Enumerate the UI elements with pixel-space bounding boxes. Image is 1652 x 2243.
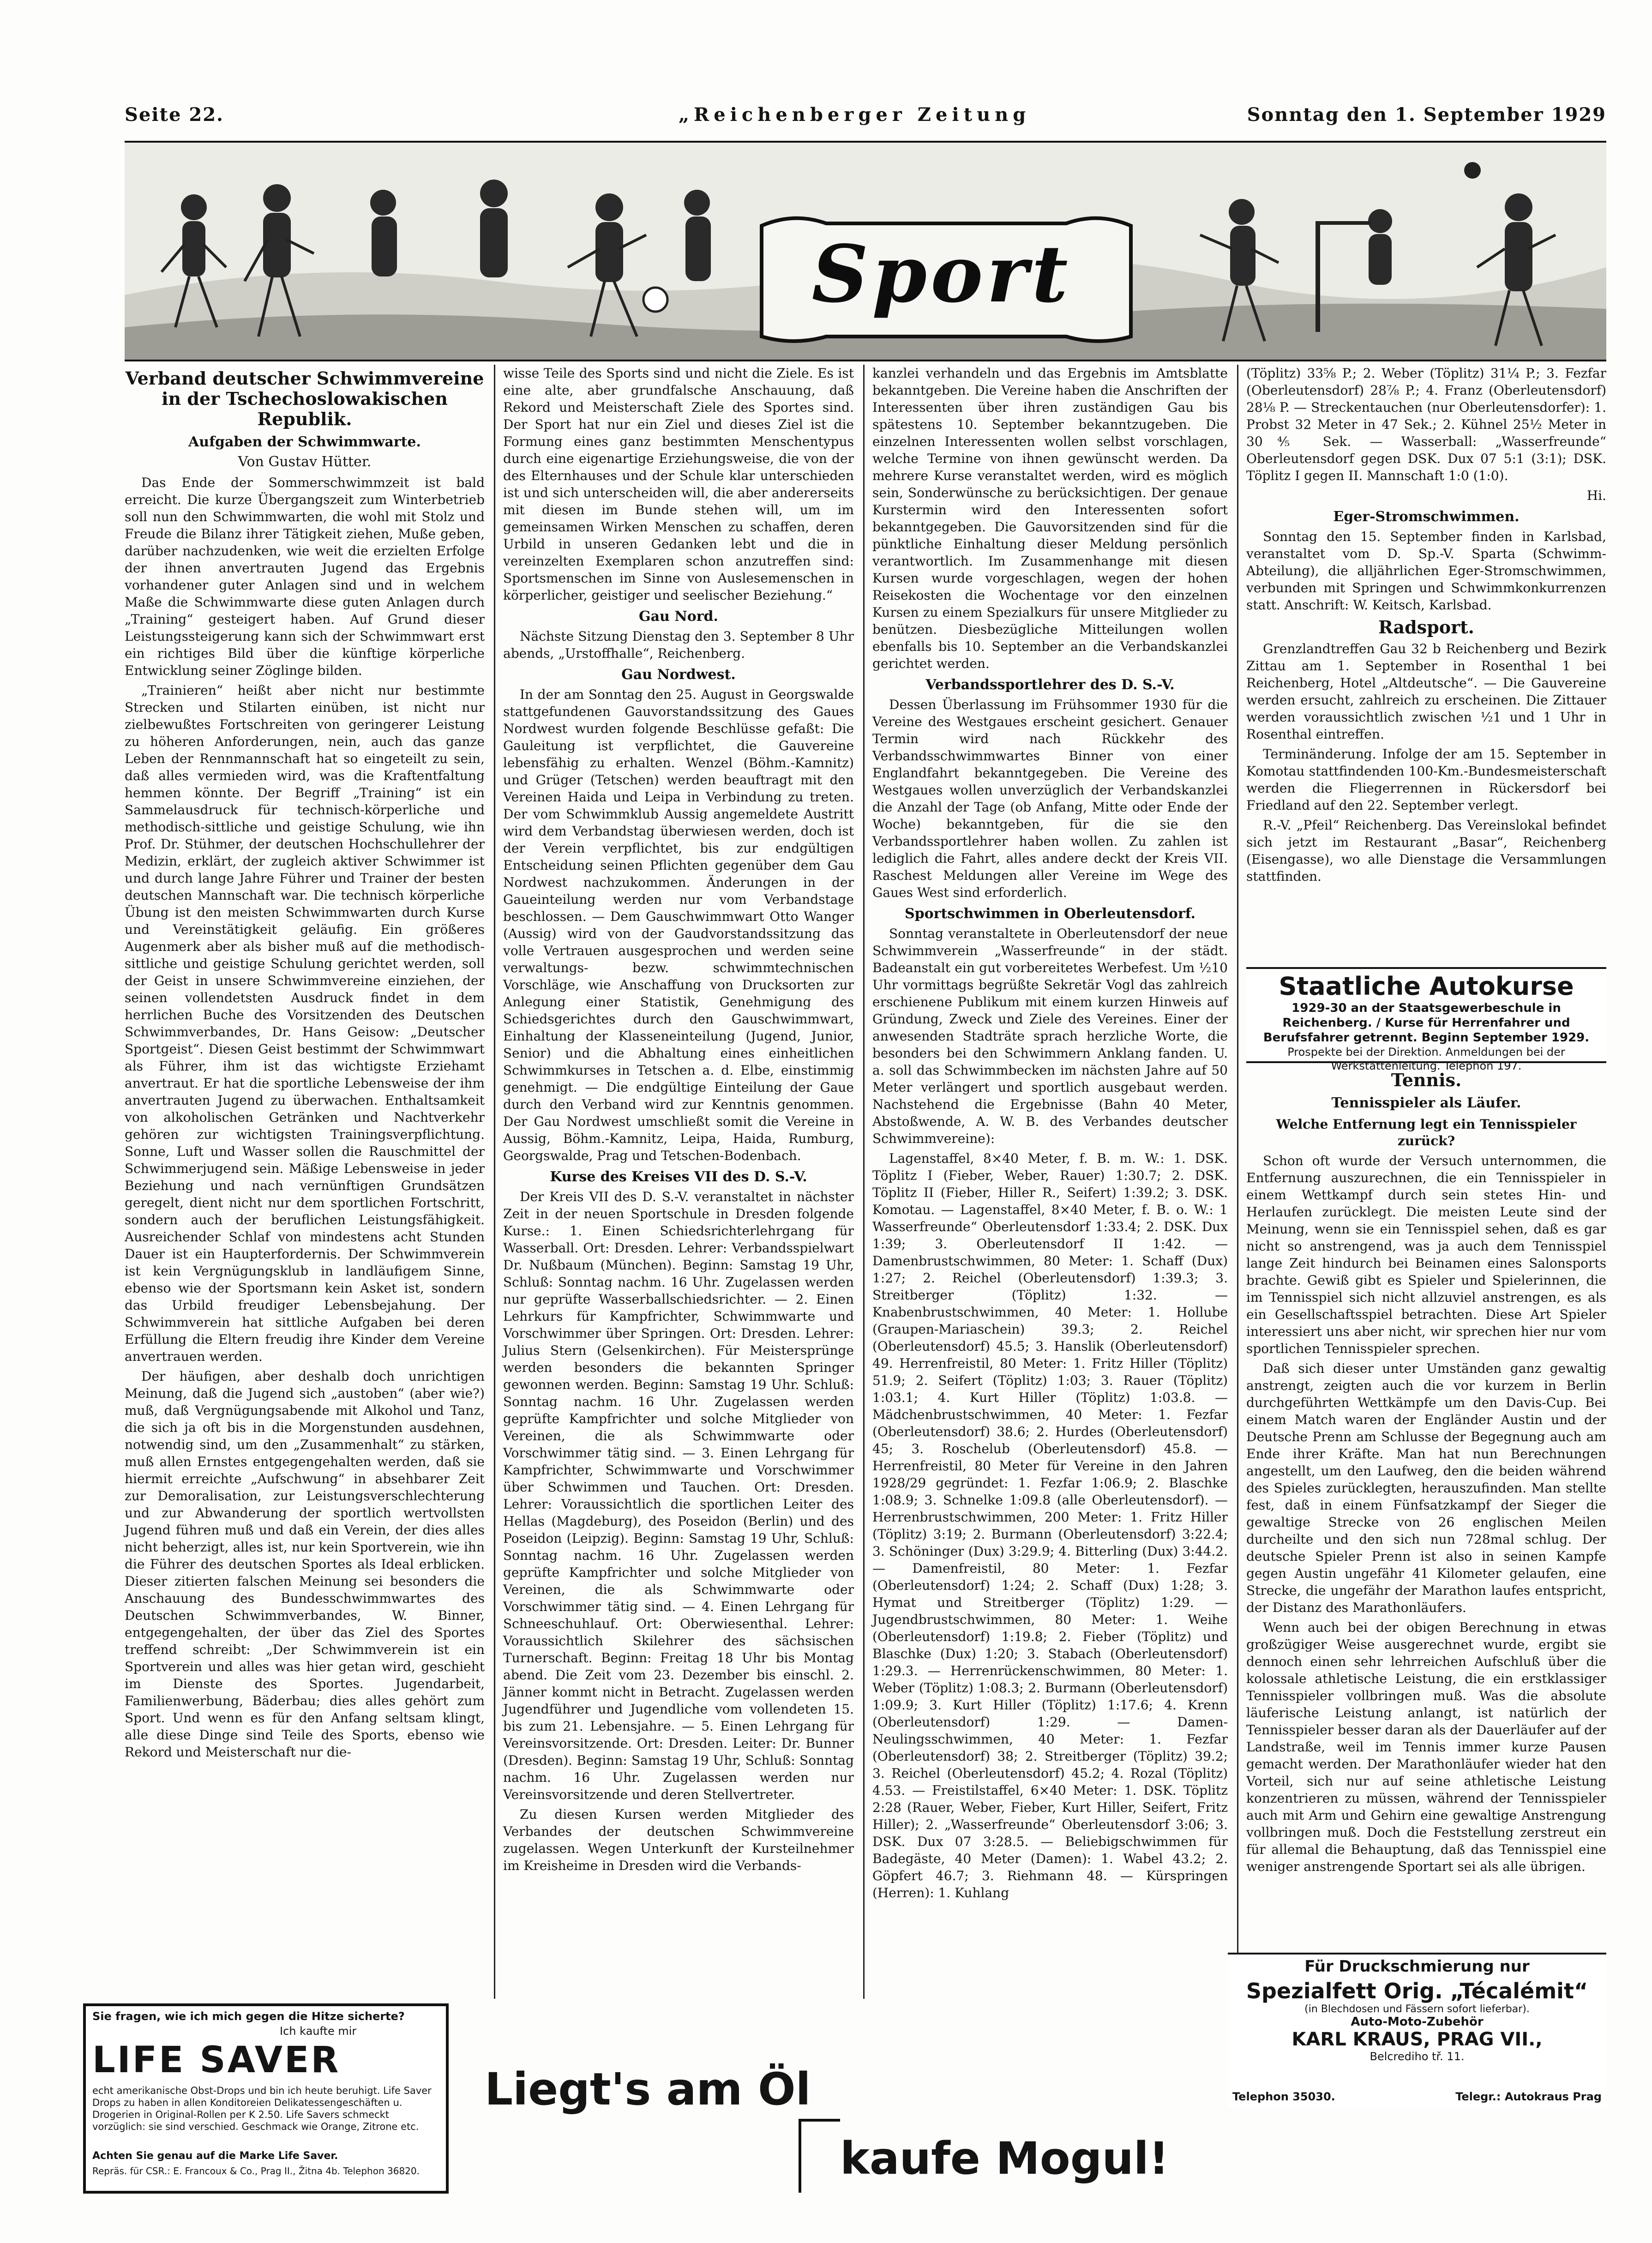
column-rule [1237, 365, 1238, 1999]
article-paragraph: Dessen Überlassung im Frühsommer 1930 für die Vereine des Westgaues erscheint gesichert. Genauer Termin wird nach Rückkehr des Verbandsschwimmwartes Binner von einer Englandfahrt bekanntgegeben. Die Vereine des Westgaues wollen unverzüglich der Verbandskanzlei die Anzahl der Tage (ob Anfang, Mitte oder Ende der Woche) bekanntgeben, für die sie den Verbandssportlehrer haben wollen. Zu zahlen ist lediglich die Fahrt, alles andere deckt der Kreis VII. Raschest Meldungen aller Vereine im Wege des Gaues West sind erforderlich. [872, 697, 1228, 900]
ad-body: echt amerikanische Obst-Drops und bin ich heute beruhigt. Life Saver Drops zu haben in allen Konditoreien Delikatessengeschäften u. Drogerien in Original-Rollen per K 2.50. Life Savers schmeckt vorzüglich: sie sind verschied. Geschmack wie Orange, Zitrone etc. [92, 2085, 432, 2132]
banner-title: Sport [811, 228, 1072, 320]
article-byline: Von Gustav Hütter. [238, 454, 372, 470]
ad-line: Telephon 35030. [1232, 2090, 1335, 2103]
article-paragraph: Daß sich dieser unter Umständen ganz gewaltig anstrengt, zeigten auch die vor kurzem in Berlin durchgeführten Wettkämpfe um den Davis-Cup. Bei einem Match waren der Engländer Austin und der Deutsche Prenn am Schlusse der Begegnung auch am Ende ihrer Kräfte. Man hat nun Berechnungen angestellt, um den Laufweg, den die beiden während des Spieles zurücklegten, herauszufinden. Man stellte fest, daß in einem Fünfsatzkampf der Sieger die gewaltige Strecke von 26 englischen Meilen durcheilte und den sich nun 728mal schlug. Der deutsche Spieler Prenn ist also in seinen Kampfe gegen Austin ungefähr 41 Kilometer gelaufen, eine Strecke, die ungefähr der Marathon laufes entspricht, der Distanz des Marathonläufers. [1246, 1361, 1606, 1615]
article-paragraph: Zu diesen Kursen werden Mitglieder des Verbandes der deutschen Schwimmvereine zugelassen. Wegen Unterkunft der Kursteilnehmer im Kreisheime in Dresden wird die Verbands- [503, 1807, 854, 1873]
column-2 [503, 365, 854, 1943]
section-heading: Gau Nordwest. [621, 667, 736, 683]
ad-line: Ich kaufte mir [280, 2025, 357, 2038]
section-heading: Gau Nord. [639, 608, 718, 625]
article-paragraph: R.-V. „Pfeil“ Reichenberg. Das Vereinslokal befindet sich jetzt im Restaurant „Basar“, Reichenberg (Eisengasse), wo alle Dienstage die Versammlungen stattfinden. [1246, 818, 1606, 884]
column-4-top [1246, 365, 1606, 928]
article-paragraph: Der häufigen, aber deshalb doch unrichtigen Meinung, daß die Jugend sich „austoben“ (aber wie?) muß, daß Vergnügungsabende mit Alkohol und Tanz, die sich ja oft bis in die Morgenstunden ausdehnen, notwendig sind, um den „Zusammenhalt“ zu stärken, muß allen Ernstes entgegengehalten werden, daß sie hiermit erreichte „Aufschwung“ in absehbarer Zeit zur Demoralisation, zur Leistungsverschlechterung und zur Abwanderung der sportlich wertvollsten Jugend führen muß und daß ein Verein, der dies alles nicht beherzigt, alles ist, nur kein Sportverein, wie ihn die Führer des deutschen Sportes als Ideal erblicken. Dieser zitierten falschen Meinung sei besonders die Anschauung des Bundesschwimmwartes des Deutschen Schwimmverbandes, W. Binner, entgegengehalten, der über das Ziel des Sportes treffend schreibt: „Der Schwimmverein ist ein Sportverein und alles was hier getan wird, geschieht im Dienste des Sportes. Jugendarbeit, Familienwerbung, Bäderbau; dies alles gehört zum Sport. Und wenn es für den Anfang seltsam klingt, alle diese Dinge sind Teile des Sports, ebenso wie Rekord und Meisterschaft nur die- [125, 1369, 485, 1760]
article-paragraph: wisse Teile des Sports sind und nicht die Ziele. Es ist eine alte, aber grundfalsche Anschauung, daß Rekord und Meisterschaft Ziele des Sportes sind. Der Sport hat nur ein Ziel und dieses Ziel ist die Formung eines ganz bestimmten Menschentypus durch eine eigenartige Erziehungsweise, die von der des Elternhauses und der Schule klar unterschieden ist und sich unterscheiden will, die aber andererseits mit diesen im Bunde stehen will, um im gemeinsamen Wirken Menschen zu schaffen, deren Urbild in unseren Gedanken lebt und die in vereinzelten Exemplaren schon anzutreffen sind: Sportsmenschen im Sinne von Auslesemenschen in körperlicher, geistiger und seelischer Beziehung.“ [503, 366, 854, 603]
article-subhead: Welche Entfernung legt ein Tennisspieler zurück? [1276, 1117, 1577, 1149]
article-paragraph: „Trainieren“ heißt aber nicht nur bestimmte Strecken und Stilarten einüben, ist nicht nur zielbewußtes Fortschreiten von geringerer Leistung zu höheren Anforderungen, nein, auch das ganze Leben der Rennmannschaft hat so eingeteilt zu sein, daß alles vermieden wird, was die Kraftentfaltung hemmen könnte. Der Begriff „Training“ ist ein Sammelausdruck für technisch-körperliche und methodisch-sittliche und geistige Schulung, wie ihn Prof. Dr. Stühmer, der deutschen Hochschullehrer der Medizin, erklärt, der zugleich aktiver Schwimmer ist und durch lange Jahre Führer und Trainer der besten deutschen Mannschaft war. Die technisch körperliche Übung ist den meisten Schwimmwarten durch Kurse und Vereinstätigkeit geläufig. Ein größeres Augenmerk aber als bisher muß auf die methodisch-sittliche und geistige Schulung gerichtet werden, soll der Geist in unsere Schwimmvereine einziehen, der seinen vollendetsten Ausdruck findet in dem herrlichen Buche des Vorsitzenden des Deutschen Schwimmverbandes, Dr. Hans Geisow: „Deutscher Sportgeist“. Diesen Geist bestimmt der Schwimmwart als Führer, ihm ist das wichtigste Erziehamt anvertraut. Er hat die sportliche Lebensweise der ihm anvertrauten Jugend zu überwachen. Enthaltsamkeit von alkoholischen Getränken und Nachtverkehr gehören zur wichtigsten Trainingsverpflichtung. Sonne, Luft und Wasser sollen die Rauschmittel der Schwimmerjugend sein. Mäßige Lebensweise in jeder Beziehung und nach vernünftigen Grundsätzen geregelt, dient nicht nur dem sportlichen Fortschritt, sondern auch der beruflichen Leistungsfähigkeit. Ausreichender Schlaf von mindestens acht Stunden Dauer ist ein Haupterfordernis. Der Schwimmverein ist kein Vergnügungsklub in landläufigem Sinne, ebenso wie der Sportsmann kein Asket ist, sondern das Urbild freudiger Lebensbejahung. Der Schwimmverein hat sittliche Aufgaben bei deren Erfüllung die Eltern freudig ihre Kinder dem Vereine anvertrauen werden. [125, 683, 485, 1364]
ad-tecalemit [1228, 1953, 1606, 2107]
ad-line: Repräs. für CSR.: E. Francoux & Co., Prag II., Žitna 4b. Telephon 36820. [92, 2165, 420, 2177]
article-paragraph: In der am Sonntag den 25. August in Georgswalde stattgefundenen Gauvorstandssitzung des Gaues Nordwest wurden folgende Beschlüsse gefaßt: Die Gauleitung ist verpflichtet, die Gauvereine lebensfähig zu erhalten. Wenzel (Böhm.-Kamnitz) und Grüger (Tetschen) werden beauftragt mit den Vereinen Haida und Leipa in Verbindung zu treten. Der vom Schwimmklub Aussig angemeldete Austritt wird dem Verbandstag überwiesen werden, doch ist der Verein verpflichtet, bis zur endgültigen Entscheidung seinen Pflichten gegenüber dem Gau Nordwest nachzukommen. Änderungen in der Gaueinteilung werden nur vom Verbandstage beschlossen. — Dem Gauschwimmwart Otto Wanger (Aussig) wird von der Gaudvorstandssitzung das volle Vertrauen ausgesprochen und werden seine verwaltungs- bezw. schwimmtechnischen Vorschläge, wie Anschaffung von Drucksorten zur Anlegung einer Statistik, Genehmigung des Schiedsgerichtes durch den Gauschwimmwart, Einhaltung der Klasseneinteilung (Jugend, Junior, Senior) und die Abhaltung eines einheitlichen Schwimmkurses in Tetschen a. d. Elbe, einstimmig genehmigt. — Die endgültige Einteilung der Gaue durch den Verband wird zur Kenntnis genommen. Der Gau Nordwest umschließt somit die Vereine in Aussig, Böhm.-Kamnitz, Leipa, Haida, Rumburg, Georgswalde, Prag und Tetschen-Bodenbach. [503, 687, 854, 1163]
article-paragraph: (Töplitz) 33⅝ P.; 2. Weber (Töplitz) 31¼ P.; 3. Fezfar (Oberleutensdorf) 28⅞ P.; 4. Franz (Oberleutensdorf) 28⅛ P. — Streckentauchen (nur Oberleutensdorfer): 1. Probst 32 Meter in 47 Sek.; 2. Kühnel 25½ Meter in 30⅘ Sek. — Wasserball: „Wasserfreunde“ Oberleutensdorf gegen DSK. Dux 07 5:1 (3:1); DSK. Töplitz I gegen II. Mannschaft 1:0 (1:0). [1246, 366, 1606, 483]
ad-bracket [799, 2119, 801, 2193]
ad-brand: Spezialfett Orig. „Técalémit“ [1246, 1978, 1588, 2003]
article-headline: Verband deutscher Schwimmvereine in der Tschechoslowakischen Republik. [125, 368, 484, 429]
section-heading: Radsport. [1378, 617, 1474, 637]
article-paragraph: Sonntag veranstaltete in Oberleutensdorf der neue Schwimmverein „Wasserfreunde“ in der städt. Badeanstalt ein gut vorbereitetes Werbefest. Um ½10 Uhr vormittags begrüßte Sekretär Vogl das zahlreich erschienene Publikum mit einem kurzen Hinweis auf Gründung, Zweck und Ziele des Vereines. Einer der anwesenden Stadträte sprach herzliche Worte, die besonders bei den Schwimmern Anklang fanden. U. a. soll das Schwimmbecken im nächsten Jahre auf 50 Meter verlängert und sportlich ausgebaut werden. Nachstehend die Ergebnisse (Bahn 40 Meter, Abstoßwende, A. W. B. des Verbandes deutscher Schwimmvereine): [872, 926, 1228, 1146]
page-number: Seite 22. [125, 104, 224, 126]
section-heading: Verbandssportlehrer des D. S.-V. [925, 677, 1175, 693]
article-subhead: Aufgaben der Schwimmwarte. [188, 434, 421, 450]
article-subhead: Tennisspieler als Läufer. [1331, 1095, 1521, 1111]
ad-line: Telegr.: Autokraus Prag [1455, 2090, 1602, 2103]
article-paragraph: Nächste Sitzung Dienstag den 3. September 8 Uhr abends, „Urstoffhalle“, Reichenberg. [503, 629, 854, 661]
column-rule [863, 365, 865, 1999]
ad-line: (in Blechdosen und Fässern sofort lieferbar). [1304, 2003, 1530, 2015]
ad-brand: LIFE SAVER [92, 2039, 341, 2081]
ad-line: Achten Sie genau auf die Marke Life Saver. [92, 2150, 338, 2162]
ad-line: Prospekte bei der Direktion. Anmeldungen bei der Werkstättenleitung. Telephon 197. [1287, 1046, 1565, 1072]
ad-line: Sie fragen, wie ich mich gegen die Hitze sicherte? [92, 2010, 405, 2023]
ad-title: Staatliche Autokurse [1279, 972, 1574, 1001]
article-paragraph: kanzlei verhandeln und das Ergebnis im Amtsblatte bekanntgeben. Die Vereine haben die Anschriften der Interessenten über ihren zuständigen Gau bis spätestens 10. September bekanntzugeben. Die einzelnen Interessenten wollen selbst vorschlagen, welche Termine von ihnen gewünscht werden. Da mehrere Kurse veranstaltet werden, wird es möglich sein, Sonderwünsche zu berücksichtigen. Der genaue Kurstermin wird den Interessenten sofort bekanntgegeben. Die Gauvorsitzenden sind für die pünktliche Einhaltung dieser Meldung persönlich verantwortlich. Im Zusammenhange mit diesen Kursen wurde vorgeschlagen, wegen der hohen Reisekosten die Wochentage vor den einzelnen Kursen zu einem Spezialkurs für unsere Mitglieder zu benützen. Diesbezügliche Mitteilungen wollen ebenfalls bis 10. September an die Verbandskanzlei gerichtet werden. [872, 366, 1228, 671]
section-heading: Kurse des Kreises VII des D. S.-V. [550, 1169, 807, 1185]
results-paragraph: Lagenstaffel, 8×40 Meter, f. B. m. W.: 1. DSK. Töplitz I (Fieber, Weber, Rauer) 1:30.7; 2. DSK. Töplitz II (Fieber, Hiller R., Seifert) 1:39.2; 3. DSK. Komotau. — Lagenstaffel, 8×40 Meter, f. B. o. W.: 1 Wasserfreunde“ Oberleutensdorf 1:33.4; 2. DSK. Dux 1:39; 3. Oberleutensdorf II 1:42. — Damenbrustschwimmen, 80 Meter: 1. Schaff (Dux) 1:27; 2. Reichel (Oberleutensdorf) 1:39.3; 3. Streitberger (Töplitz) 1:32. — Knabenbrustschwimmen, 40 Meter: 1. Hollube (Graupen-Mariaschein) 39.3; 2. Reichel (Oberleutensdorf) 45.5; 3. Hanslik (Oberleutensdorf) 49. Herrenfreistil, 80 Meter: 1. Fritz Hiller (Töplitz) 51.9; 2. Seifert (Töplitz) 1:03; 3. Rauer (Töplitz) 1:03.1; 4. Kurt Hiller (Töplitz) 1:03.8. — Mädchenbrustschwimmen, 40 Meter: 1. Fezfar (Oberleutensdorf) 38.6; 2. Hurdes (Oberleutensdorf) 45; 3. Roschelub (Oberleutensdorf) 45.8. — Herrenfreistil, 80 Meter für Vereine in den Jahren 1928/29 gegründet: 1. Fezfar 1:06.9; 2. Blaschke 1:08.9; 3. Schnelke 1:09.8 (alle Oberleutensdorf). — Herrenbrustschwimmen, 200 Meter: 1. Fritz Hiller (Töplitz) 3:19; 2. Burmann (Oberleutensdorf) 3:22.4; 3. Schöninger (Dux) 3:29.9; 4. Bitterling (Dux) 3:44.2. — Damenfreistil, 80 Meter: 1. Fezfar (Oberleutensdorf) 1:24; 2. Schaff (Dux) 1:28; 3. Hymat und Streitberger (Töplitz) 1:29. — Jugendbrustschwimmen, 80 Meter: 1. Weihe (Oberleutensdorf) 1:19.8; 2. Fieber (Töplitz) und Blaschke (Dux) 1:20; 3. Stabach (Oberleutensdorf) 1:29.3. — Herrenrückenschwimmen, 80 Meter: 1. Weber (Töplitz) 1:08.3; 2. Burmann (Oberleutensdorf) 1:09.9; 3. Kurt Hiller (Töplitz) 1:17.6; 4. Krenn (Oberleutensdorf) 1:29. — Damen-Neulingsschwimmen, 40 Meter: 1. Fezfar (Oberleutensdorf) 38; 2. Streitberger (Töplitz) 39.2; 3. Reichel (Oberleutensdorf) 45.2; 4. Rozal (Töplitz) 4.53. — Freistilstaffel, 6×40 Meter: 1. DSK. Töplitz 2:28 (Rauer, Weber, Fieber, Kurt Hiller, Seifert, Fritz Hiller); 2. „Wasserfreunde“ Oberleutensdorf 3:06; 3. DSK. Dux 07 3:28.5. — Beliebigschwimmen für Badegäste, 40 Meter (Damen): 1. Wabel 43.2; 2. Göpfert 46.7; 3. Riehmann 48. — Kürspringen (Herren): 1. Kuhlang [872, 1151, 1228, 1900]
article-paragraph: Der Kreis VII des D. S.-V. veranstaltet in nächster Zeit in der neuen Sportschule in Dresden folgende Kurse.: 1. Einen Schiedsrichterlehrgang für Wasserball. Ort: Dresden. Lehrer: Verbandsspielwart Dr. Nußbaum (München). Beginn: Samstag 19 Uhr, Schluß: Sonntag nachm. 16 Uhr. Zugelassen werden nur geprüfte Wasserballschiedsrichter. — 2. Einen Lehrkurs für Kampfrichter, Schwimmwarte und Vorschwimmer über Springen. Ort: Dresden. Lehrer: Julius Stern (Gelsenkirchen). Für Meistersprünge werden besonders die bekannten Springer gewonnen werden. Beginn: Samstag 19 Uhr. Schluß: Sonntag nachm. 16 Uhr. Zugelassen werden geprüfte Kampfrichter und solche Mitglieder von Vereinen, die als Schwimmwarte oder Vorschwimmer tätig sind. — 3. Einen Lehrgang für Kampfrichter, Schwimmwarte und Vorschwimmer über Schwimmen und Tauchen. Ort: Dresden. Lehrer: Voraussichtlich die sportlichen Leiter des Hellas (Magdeburg), des Poseidon (Berlin) und des Poseidon (Leipzig). Beginn: Samstag 19 Uhr, Schluß: Sonntag nachm. 16 Uhr. Zugelassen werden geprüfte Kampfrichter und solche Mitglieder von Vereinen, die als Schwimmwarte oder Vorschwimmer tätig sind. — 4. Einen Lehrgang für Schneeschuhlauf. Ort: Oberwiesenthal. Lehrer: Voraussichtlich Skilehrer des sächsischen Turnerschaft. Beginn: Freitag 18 Uhr bis Montag abend. Die Zeit vom 23. Dezember bis einschl. 2. Jänner kommt nicht in Betracht. Zugelassen werden Jugendführer und Jugendliche vom vollendeten 15. bis zum 21. Lebensjahre. — 5. Einen Lehrgang für Vereinsvorsitzende. Ort: Dresden. Leiter: Dr. Bunner (Dresden). Beginn: Samstag 19 Uhr, Schluß: Sonntag nachm. 16 Uhr. Zugelassen werden nur Vereinsvorsitzende und deren Stellvertreter. [503, 1189, 854, 1802]
section-heading: Eger-Stromschwimmen. [1333, 509, 1520, 525]
ad-line: Für Druckschmierung nur [1304, 1957, 1530, 1976]
column-3 [872, 365, 1228, 1943]
ad-life-saver [83, 2003, 449, 2194]
issue-date: Sonntag den 1. September 1929 [1247, 104, 1606, 126]
ad-line: Liegt's am Öl [485, 2063, 811, 2115]
article-paragraph: Sonntag den 15. September finden in Karlsbad, veranstaltet vom D. Sp.-V. Sparta (Schwimm-Abteilung), die alljährlichen Eger-Stromschwimmen, verbunden mit Springen und Schwimmkonkurrenzen statt. Anschrift: W. Keitsch, Karlsbad. [1246, 529, 1606, 613]
ad-bracket [799, 2119, 840, 2122]
column-1 [125, 365, 485, 2013]
article-paragraph: Das Ende der Sommerschwimmzeit ist bald erreicht. Die kurze Übergangszeit zum Winterbetrieb soll nun den Schwimmwarten, die wohl mit Stolz und Freude die Bilanz ihrer Tätigkeit ziehen, Muße geben, darüber nachzudenken, wie weit die erzielten Erfolge der ihnen anvertrauten Jugend das Ergebnis vorhandener guter Anlagen sind und in welchem Maße die Schwimmwarte diese guten Anlagen durch „Training“ gesteigert haben. Auf Grund dieser Leistungssteigerung kann sich der Schwimmwart erst ein richtiges Bild über die künftige körperliche Entwicklung seiner Zöglinge bilden. [125, 475, 485, 678]
author-signature: Hi. [1586, 488, 1606, 503]
ad-line: Belcrediho tř. 11. [1370, 2050, 1465, 2063]
ad-line: 1929-30 an der Staatsgewerbeschule in Reichenberg. / Kurse für Herrenfahrer und Berufsfahrer getrennt. Beginn September 1929. [1263, 1001, 1590, 1045]
ad-line: KARL KRAUS, PRAG VII., [1292, 2029, 1543, 2050]
article-paragraph: Grenzlandtreffen Gau 32 b Reichenberg und Bezirk Zittau am 1. September in Rosenthal 1 bei Reichenberg, Hotel „Altdeutsche“. — Die Gauvereine werden ersucht, zahlreich zu erscheinen. Die Zittauer werden voraussichtlich zwischen ½1 und 1 Uhr in Rosenthal eintreffen. [1246, 641, 1606, 742]
ad-mogul [480, 2063, 1228, 2197]
article-paragraph: Terminänderung. Infolge der am 15. September in Komotau stattfindenden 100-Km.-Bundesmeisterschaft werden die Fliegerrennen in Rückersdorf bei Friedland auf den 22. September verlegt. [1246, 746, 1606, 813]
section-heading: Sportschwimmen in Oberleutensdorf. [905, 906, 1195, 922]
ad-autokurse [1246, 967, 1606, 1072]
ad-line: Auto-Moto-Zubehör [1351, 2015, 1484, 2029]
ad-line: kaufe Mogul! [840, 2133, 1169, 2184]
article-paragraph: Wenn auch bei der obigen Berechnung in etwas großzügiger Weise ausgerechnet wurde, ergibt sie dennoch einen sehr lehrreichen Aufschluß über die kolossale athletische Leistung, die ein erstklassiger Tennisspieler vollbringen muß. Was die absolute läuferische Leistung anlangt, ist natürlich der Tennisspieler besser daran als der Dauerläufer auf der Landstraße, weil im Tennis immer kurze Pausen gemacht werden. Der Marathonläufer wieder hat den Vorteil, sich nur auf seine athletische Leistung konzentrieren zu müssen, während der Tennisspieler auch mit Arm und Gehirn eine gewaltige Anstrengung vollbringen muß. Doch die Feststellung zerstreut ein für allemal die Behauptung, daß das Tennisspiel eine weniger anstrengende Sportart sei als alle übrigen. [1246, 1620, 1606, 1874]
newspaper-title: „Reichenberger Zeitung [679, 104, 1031, 126]
page-header [125, 104, 1606, 132]
sport-banner [125, 141, 1606, 361]
column-rule [494, 365, 495, 1999]
section-heading: Tennis. [1391, 1070, 1462, 1090]
column-4-bottom [1246, 1066, 1606, 1948]
article-paragraph: Schon oft wurde der Versuch unternommen, die Entfernung auszurechnen, die ein Tennisspieler in einem Wettkampf durch sein stetes Hin- und Herlaufen zurücklegt. Die meisten Leute sind der Meinung, wenn sie ein Tennisspiel sehen, daß es gar nicht so anstrengend, was ja auch dem Tennisspiel lange Zeit hindurch bei Beinamen eines Salonsports brachte. Gewiß gibt es Spieler und Spielerinnen, die im Tennisspiel sich nicht allzuviel anstrengen, es als ein Gesellschaftsspiel betrachten. Diese Art Spieler interessiert uns aber nicht, wir sprechen hier nur vom sportlichen Tennisspieler sprechen. [1246, 1153, 1606, 1356]
